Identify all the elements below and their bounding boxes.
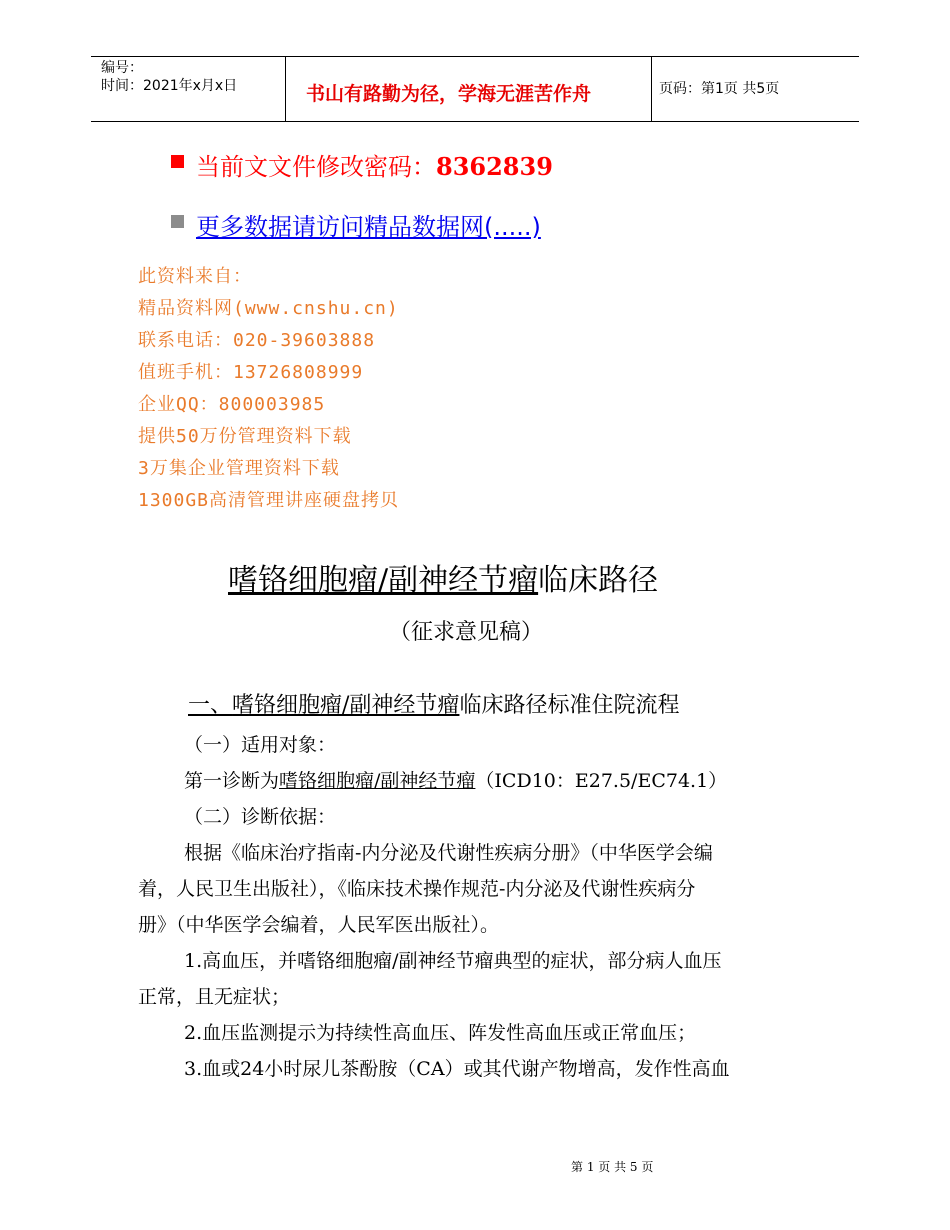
info-line: 此资料来自： bbox=[138, 266, 252, 287]
item-line: 正常，且无症状； bbox=[138, 986, 291, 1008]
diagnosis-line bbox=[138, 763, 812, 799]
info-line: 值班手机：13726808999 bbox=[138, 362, 364, 383]
document-title bbox=[228, 555, 658, 599]
subheading-basis: （二）诊断依据： bbox=[184, 806, 337, 828]
info-line: 提供50万份管理资料下载 bbox=[138, 426, 352, 447]
header-page-info: 页码：第1页 共5页 bbox=[659, 81, 780, 97]
basis-line: 着，人民卫生出版社），《临床技术操作规范-内分泌及代谢性疾病分 bbox=[138, 878, 696, 900]
section-heading bbox=[188, 688, 679, 719]
header-divider-left bbox=[285, 57, 286, 122]
section-underlined: 嗜铬细胞瘤/副神经节瘤 bbox=[232, 693, 460, 718]
body-text bbox=[138, 727, 812, 1087]
gray-square-icon bbox=[171, 215, 184, 228]
header-bottom-rule bbox=[91, 121, 859, 122]
item-line: 3.血或24小时尿儿茶酚胺（CA）或其代谢产物增高，发作性高血 bbox=[184, 1058, 730, 1080]
basis-line: 册》（中华医学会编着，人民军医出版社）。 bbox=[138, 914, 500, 936]
diagnosis-prefix: 第一诊断为 bbox=[184, 770, 280, 792]
info-line: 企业QQ：800003985 bbox=[138, 394, 326, 415]
info-line: 1300GB高清管理讲座硬盘拷贝 bbox=[138, 490, 400, 511]
document-subtitle: （征求意见稿） bbox=[389, 620, 544, 645]
item-line: 2.血压监测提示为持续性高血压、阵发性高血压或正常血压； bbox=[184, 1022, 697, 1044]
info-line: 精品资料网(www.cnshu.cn) bbox=[138, 298, 399, 319]
more-data-link[interactable]: 更多数据请访问精品数据网(.....) bbox=[196, 213, 541, 241]
header-motto: 书山有路勤为径，学海无涯苦作舟 bbox=[306, 83, 592, 105]
title-rest: 临床路径 bbox=[538, 563, 659, 598]
diagnosis-suffix: （ICD10：E27.5/EC74.1） bbox=[475, 770, 728, 792]
header-top-rule bbox=[91, 56, 859, 57]
title-underlined: 嗜铬细胞瘤/副神经节瘤 bbox=[228, 563, 539, 598]
info-line: 3万集企业管理资料下载 bbox=[138, 458, 340, 479]
section-rest: 临床路径标准住院流程 bbox=[459, 693, 680, 718]
header-time: 时间：2021年x月x日 bbox=[101, 78, 238, 94]
subheading-applicable: （一）适用对象： bbox=[184, 734, 337, 756]
password-label: 当前文文件修改密码： bbox=[196, 153, 436, 181]
basis-line: 根据《临床治疗指南-内分泌及代谢性疾病分册》（中华医学会编 bbox=[184, 842, 713, 864]
header-divider-right bbox=[651, 57, 652, 122]
page-footer: 第 1 页 共 5 页 bbox=[571, 1160, 654, 1174]
section-prefix: 一、 bbox=[188, 693, 233, 718]
item-line: 1.高血压，并嗜铬细胞瘤/副神经节瘤典型的症状，部分病人血压 bbox=[184, 950, 722, 972]
red-square-icon bbox=[171, 155, 184, 168]
info-line: 联系电话：020-39603888 bbox=[138, 330, 376, 351]
diagnosis-underlined: 嗜铬细胞瘤/副神经节瘤 bbox=[279, 770, 476, 792]
password-notice bbox=[196, 147, 553, 182]
password-value: 8362839 bbox=[436, 152, 553, 181]
header-number: 编号： bbox=[101, 60, 143, 76]
